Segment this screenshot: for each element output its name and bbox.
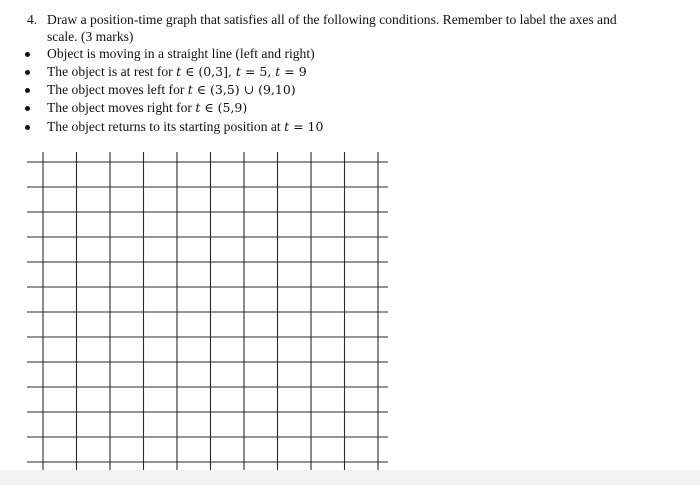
condition-text [47,99,247,116]
math-expression: ∈ (5,9) [200,100,248,115]
math-expression: = 9 [280,64,307,79]
math-expression: = 10 [289,119,324,134]
math-variable: t [284,119,290,134]
math-variable: t [235,64,241,79]
condition-math [188,82,296,97]
condition-item [0,81,700,98]
condition-item [0,63,700,80]
condition-prefix: The object moves left for [47,82,188,97]
page-bottom-edge [0,470,700,485]
condition-item [0,99,700,116]
condition-math [195,100,247,115]
bullet-icon [25,106,30,111]
math-variable: t [195,100,201,115]
bullet-icon [25,125,30,130]
condition-text [47,81,296,98]
condition-math [284,119,323,134]
condition-prefix: The object moves right for [47,100,196,115]
condition-math [176,64,307,79]
condition-text: Object is moving in a straight line (left and right) [47,46,315,61]
question-text-line-2: scale. (3 marks) [47,29,134,44]
math-variable: t [275,64,281,79]
math-expression: ∈ (0,3], [181,64,236,79]
condition-item [0,45,700,62]
condition-prefix: The object returns to its starting position at [47,119,285,134]
math-expression: ∈ (3,5) ∪ (9,10) [192,82,296,97]
question-number: 4. [27,12,38,27]
condition-item [0,118,700,135]
bullet-icon [25,88,30,93]
math-expression: = 5, [240,64,276,79]
question-text-line-1: Draw a position-time graph that satisfies all of the following conditions. Remember to label the axes and [47,12,617,27]
math-variable: t [187,82,193,97]
condition-prefix: The object is at rest for [47,64,177,79]
math-variable: t [176,64,182,79]
condition-text [47,118,323,135]
condition-text [47,63,307,80]
bullet-icon [25,70,30,75]
bullet-icon [25,52,30,57]
